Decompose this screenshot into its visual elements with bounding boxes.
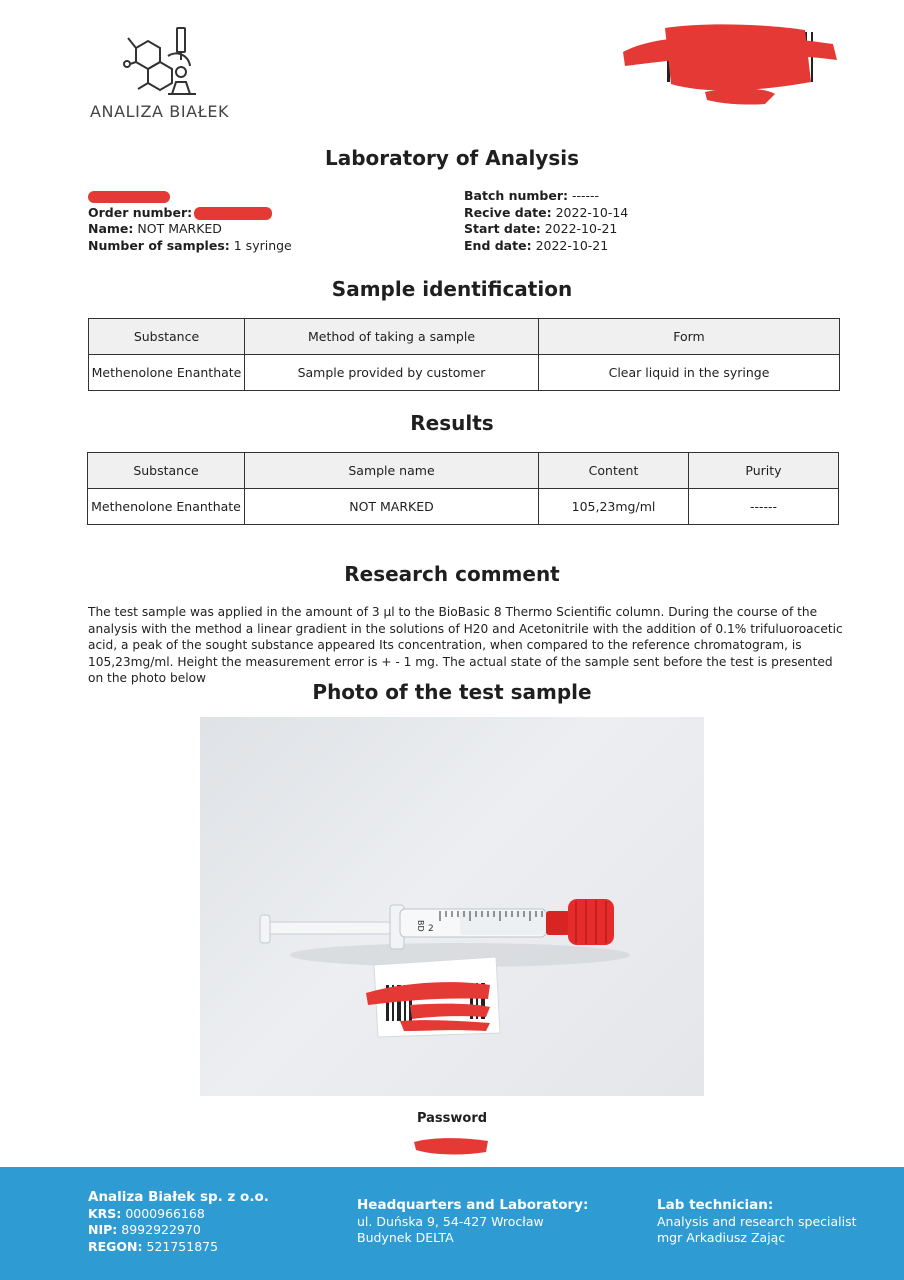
receive-label: Recive date: [464,204,552,220]
research-comment-text [88,604,858,687]
footer-hq [357,1197,588,1247]
hq-address: ul. Duńska 9, 54-427 Wrocław [357,1213,544,1229]
order-info-left [88,188,292,254]
table-cell: 105,23mg/ml [539,489,689,525]
krs-row [88,1206,269,1223]
name-value: NOT MARKED [137,221,222,236]
table-cell: Methenolone Enanthate [88,489,245,525]
end-value: 2022-10-21 [535,237,609,253]
table-header-row [88,453,839,489]
regon-value: 521751875 [146,1238,219,1254]
table-cell: Methenolone Enanthate [89,355,245,391]
redaction-mark [88,191,170,203]
table-cell: Clear liquid in the syringe [539,355,840,391]
start-row [464,221,628,238]
name-row [88,221,292,238]
comment-line: acid, a peak of the sought substance appeared Its concentration, when compared to the reference chromatogram, is [88,638,802,652]
password-label: Password [416,1111,488,1126]
receive-value: 2022-10-14 [555,204,629,220]
samples-row [88,238,292,255]
research-comment-title: Research comment [344,562,560,586]
table-cell: ------ [689,489,839,525]
redacted-password [412,1136,490,1156]
nip-value: 8992922970 [121,1222,201,1237]
table-cell: NOT MARKED [245,489,539,525]
sample-identification-title: Sample identification [331,277,573,301]
table-header-cell: Form [539,319,840,355]
results-table [87,452,839,525]
table-header-cell: Substance [88,453,245,489]
order-info-right [464,188,628,254]
redaction-mark [194,207,272,220]
regon-label: REGON: [88,1238,143,1254]
logo-text: ANALIZA BIAŁEK [90,102,230,121]
footer-technician [657,1197,857,1247]
hq-title: Headquarters and Laboratory: [357,1197,589,1213]
comment-line: 105,23mg/ml. Height the measurement error is + - 1 mg. The actual state of the sample sent before the test is presented [88,654,833,669]
comment-line: The test sample was applied in the amount of 3 µl to the BioBasic 8 Thermo Scientific column. During the course of the [88,605,818,619]
syringe-brand: BD [416,920,425,932]
krs-value: 0000966168 [125,1205,205,1221]
name-label: Name: [88,221,134,236]
tech-role: Analysis and research specialist [657,1213,857,1229]
end-label: End date: [464,237,532,253]
sample-identification-table [88,318,840,391]
start-label: Start date: [464,221,541,236]
comment-line: analysis with the method a linear gradient in the solutions of H20 and Acetonitrile with the addition of 0.1% trifuluoroacetic [88,621,843,636]
syringe-mark: 2 [428,924,434,934]
batch-label: Batch number: [464,188,569,203]
redacted-line [88,188,292,205]
table-row [88,489,839,525]
samples-label: Number of samples: [88,237,230,253]
molecule-microscope-icon [122,26,212,98]
table-cell: Sample provided by customer [245,355,539,391]
comment-line: on the photo below [88,671,207,685]
table-header-cell: Substance [89,319,245,355]
table-header-cell: Purity [689,453,839,489]
page-title: Laboratory of Analysis [325,146,579,170]
order-number-label: Order number: [88,204,193,220]
batch-row [464,188,628,205]
table-header-cell: Method of taking a sample [245,319,539,355]
start-value: 2022-10-21 [544,221,618,236]
company-logo [86,22,246,122]
samples-value: 1 syringe [233,237,292,253]
batch-value: ------ [572,188,600,203]
table-header-row [89,319,840,355]
company-name: Analiza Białek sp. z o.o. [88,1189,269,1205]
table-header-cell: Sample name [245,453,539,489]
tech-title: Lab technician: [657,1197,774,1213]
end-row [464,238,628,255]
footer [0,1167,904,1280]
nip-row [88,1222,269,1239]
order-number-row [88,205,292,222]
sample-photo [200,717,704,1096]
regon-row [88,1239,269,1256]
receive-row [464,205,628,222]
table-row [89,355,840,391]
photo-title: Photo of the test sample [312,680,592,704]
footer-company [88,1189,269,1255]
tech-name: mgr Arkadiusz Zając [657,1230,786,1245]
redacted-barcode [615,22,845,108]
nip-label: NIP: [88,1222,118,1237]
hq-building: Budynek DELTA [357,1230,454,1245]
table-header-cell: Content [539,453,689,489]
results-title: Results [410,411,494,435]
krs-label: KRS: [88,1205,122,1221]
syringe-photo [200,717,704,1096]
